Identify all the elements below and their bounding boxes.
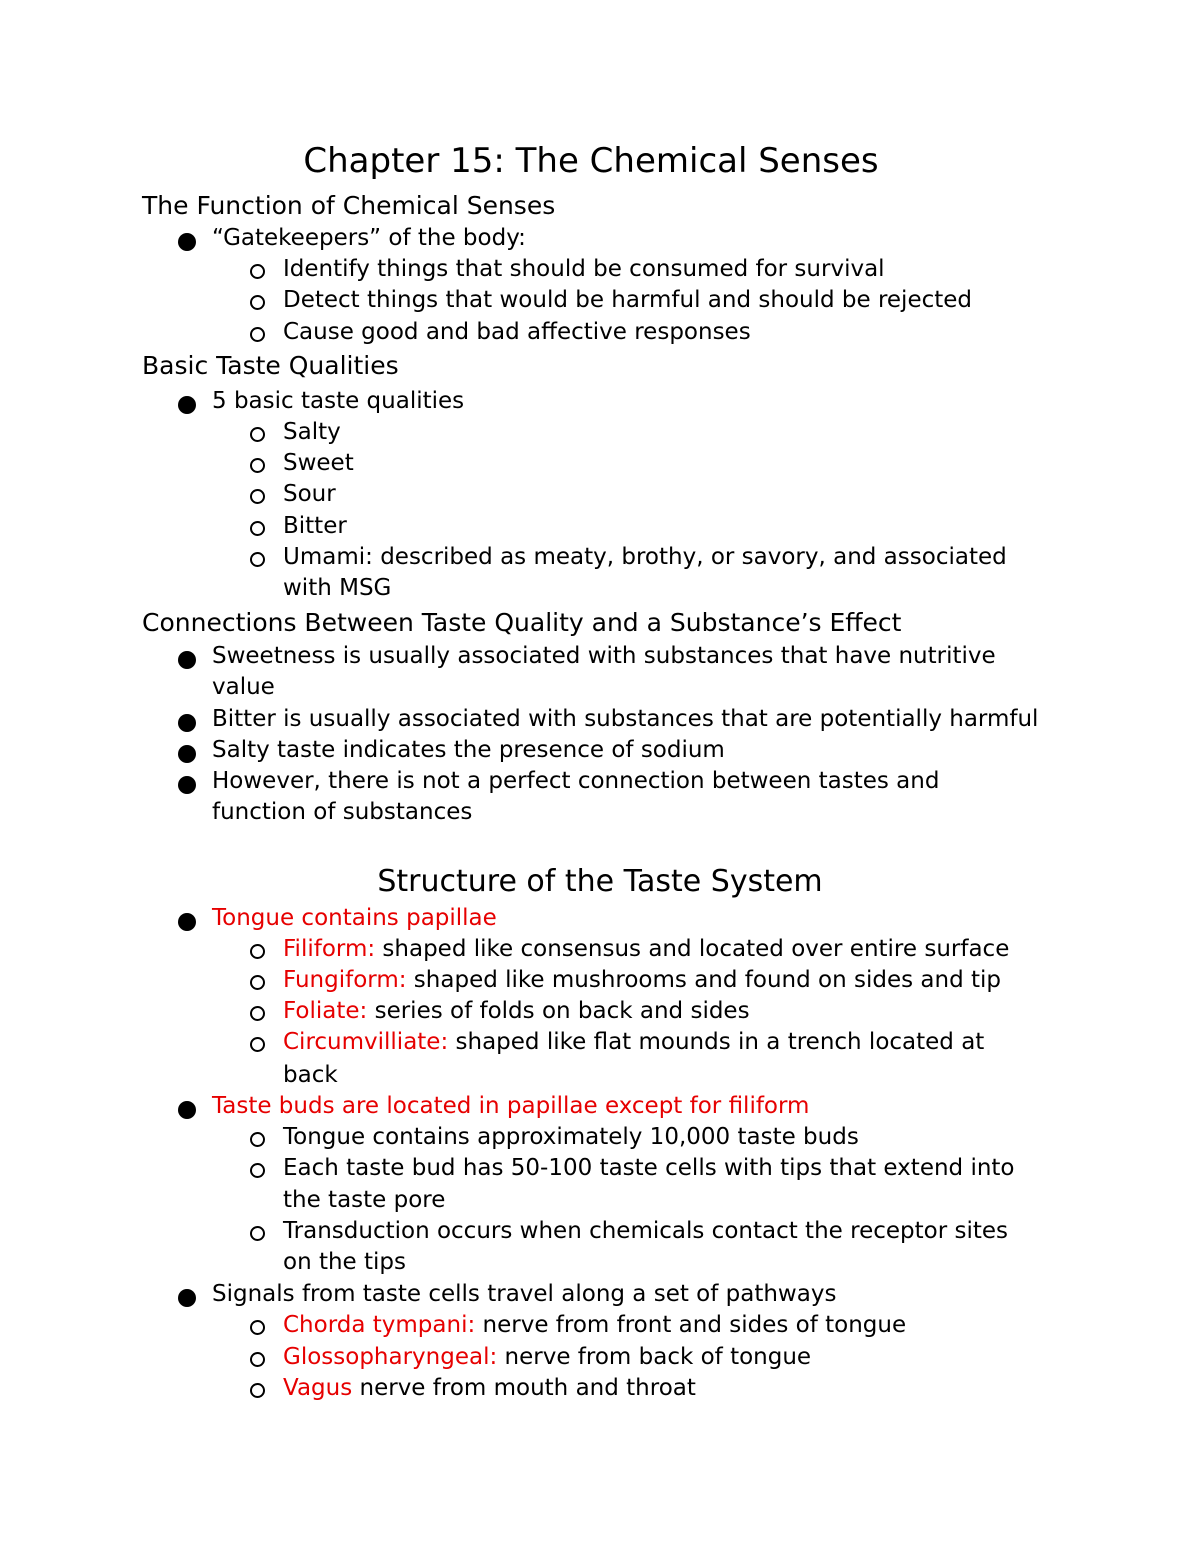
- list-item-continued: value: [212, 674, 275, 700]
- term-description: nerve from front and sides of tongue: [475, 1312, 907, 1338]
- hollow-bullet-icon: [250, 1320, 265, 1335]
- sub-list-item: Detect things that would be harmful and should be rejected: [283, 287, 973, 313]
- term-vagus: Vagus: [283, 1375, 353, 1401]
- sub-list-item: [283, 1310, 906, 1341]
- sub-list-item-continued: the taste pore: [283, 1187, 446, 1213]
- term-description: shaped like mushrooms and found on sides and tip: [406, 967, 1001, 993]
- term-fungiform: Fungiform:: [283, 967, 407, 993]
- hollow-bullet-icon: [250, 295, 265, 310]
- term-description: shaped like consensus and located over entire surface: [375, 936, 1010, 962]
- bullet-icon: [178, 1289, 196, 1307]
- hollow-bullet-icon: [250, 489, 265, 504]
- section-heading-function: The Function of Chemical Senses: [142, 191, 556, 220]
- hollow-bullet-icon: [250, 1163, 265, 1178]
- term-foliate: Foliate:: [283, 998, 368, 1024]
- hollow-bullet-icon: [250, 1383, 265, 1398]
- term-description: shaped like flat mounds in a trench located at: [448, 1029, 985, 1055]
- list-item: However, there is not a perfect connection between tastes and: [212, 768, 940, 794]
- hollow-bullet-icon: [250, 1006, 265, 1021]
- hollow-bullet-icon: [250, 521, 265, 536]
- bullet-icon: [178, 396, 196, 414]
- term-glossopharyngeal: Glossopharyngeal:: [283, 1344, 498, 1370]
- hollow-bullet-icon: [250, 427, 265, 442]
- sub-list-item-continued: with MSG: [283, 575, 392, 601]
- sub-list-item: Identify things that should be consumed for survival: [283, 256, 885, 282]
- bullet-icon: [178, 745, 196, 763]
- hollow-bullet-icon: [250, 327, 265, 342]
- sub-list-item-continued: back: [283, 1062, 338, 1088]
- hollow-bullet-icon: [250, 458, 265, 473]
- term-description: series of folds on back and sides: [367, 998, 750, 1024]
- sub-list-item: [283, 1027, 984, 1058]
- section-heading-basic-tastes: Basic Taste Qualities: [142, 351, 399, 380]
- list-item: Sweetness is usually associated with substances that have nutritive: [212, 643, 996, 669]
- bullet-icon: [178, 913, 196, 931]
- sub-list-item: Bitter: [283, 513, 347, 539]
- section-heading-connections: Connections Between Taste Quality and a Substance’s Effect: [142, 608, 902, 637]
- list-item-continued: function of substances: [212, 799, 473, 825]
- term-circumvilliate: Circumvilliate:: [283, 1029, 449, 1055]
- hollow-bullet-icon: [250, 1132, 265, 1147]
- sub-list-item: [283, 965, 1001, 996]
- list-item: 5 basic taste qualities: [212, 388, 465, 414]
- list-item: Salty taste indicates the presence of sodium: [212, 737, 725, 763]
- list-item: Signals from taste cells travel along a set of pathways: [212, 1281, 837, 1307]
- bullet-icon: [178, 714, 196, 732]
- bullet-icon: [178, 1101, 196, 1119]
- bullet-icon: [178, 651, 196, 669]
- sub-list-item: Sweet: [283, 450, 354, 476]
- sub-list-item: Salty: [283, 419, 341, 445]
- sub-list-item-continued: on the tips: [283, 1249, 407, 1275]
- list-item: Taste buds are located in papillae except for filiform: [212, 1093, 810, 1119]
- sub-list-item: [283, 934, 1009, 965]
- term-description: nerve from mouth and throat: [352, 1375, 696, 1401]
- section-title-structure: Structure of the Taste System: [377, 864, 823, 899]
- hollow-bullet-icon: [250, 1352, 265, 1367]
- sub-list-item: [283, 1342, 811, 1373]
- hollow-bullet-icon: [250, 1226, 265, 1241]
- hollow-bullet-icon: [250, 975, 265, 990]
- sub-list-item: Each taste bud has 50-100 taste cells with tips that extend into: [283, 1155, 1015, 1181]
- sub-list-item: Tongue contains approximately 10,000 taste buds: [283, 1124, 859, 1150]
- list-item: “Gatekeepers” of the body:: [212, 225, 526, 251]
- list-item: Bitter is usually associated with substances that are potentially harmful: [212, 706, 1039, 732]
- hollow-bullet-icon: [250, 552, 265, 567]
- hollow-bullet-icon: [250, 1037, 265, 1052]
- term-filiform: Filiform:: [283, 936, 376, 962]
- bullet-icon: [178, 233, 196, 251]
- sub-list-item: [283, 1373, 696, 1404]
- chapter-title: Chapter 15: The Chemical Senses: [303, 141, 879, 181]
- list-item: Tongue contains papillae: [212, 905, 497, 931]
- hollow-bullet-icon: [250, 944, 265, 959]
- sub-list-item: Transduction occurs when chemicals contact the receptor sites: [283, 1218, 1008, 1244]
- term-description: nerve from back of tongue: [497, 1344, 812, 1370]
- sub-list-item: [283, 996, 750, 1027]
- bullet-icon: [178, 776, 196, 794]
- term-chorda-tympani: Chorda tympani:: [283, 1312, 476, 1338]
- hollow-bullet-icon: [250, 264, 265, 279]
- sub-list-item: Cause good and bad affective responses: [283, 319, 751, 345]
- sub-list-item: Sour: [283, 481, 336, 507]
- sub-list-item: Umami: described as meaty, brothy, or savory, and associated: [283, 544, 1007, 570]
